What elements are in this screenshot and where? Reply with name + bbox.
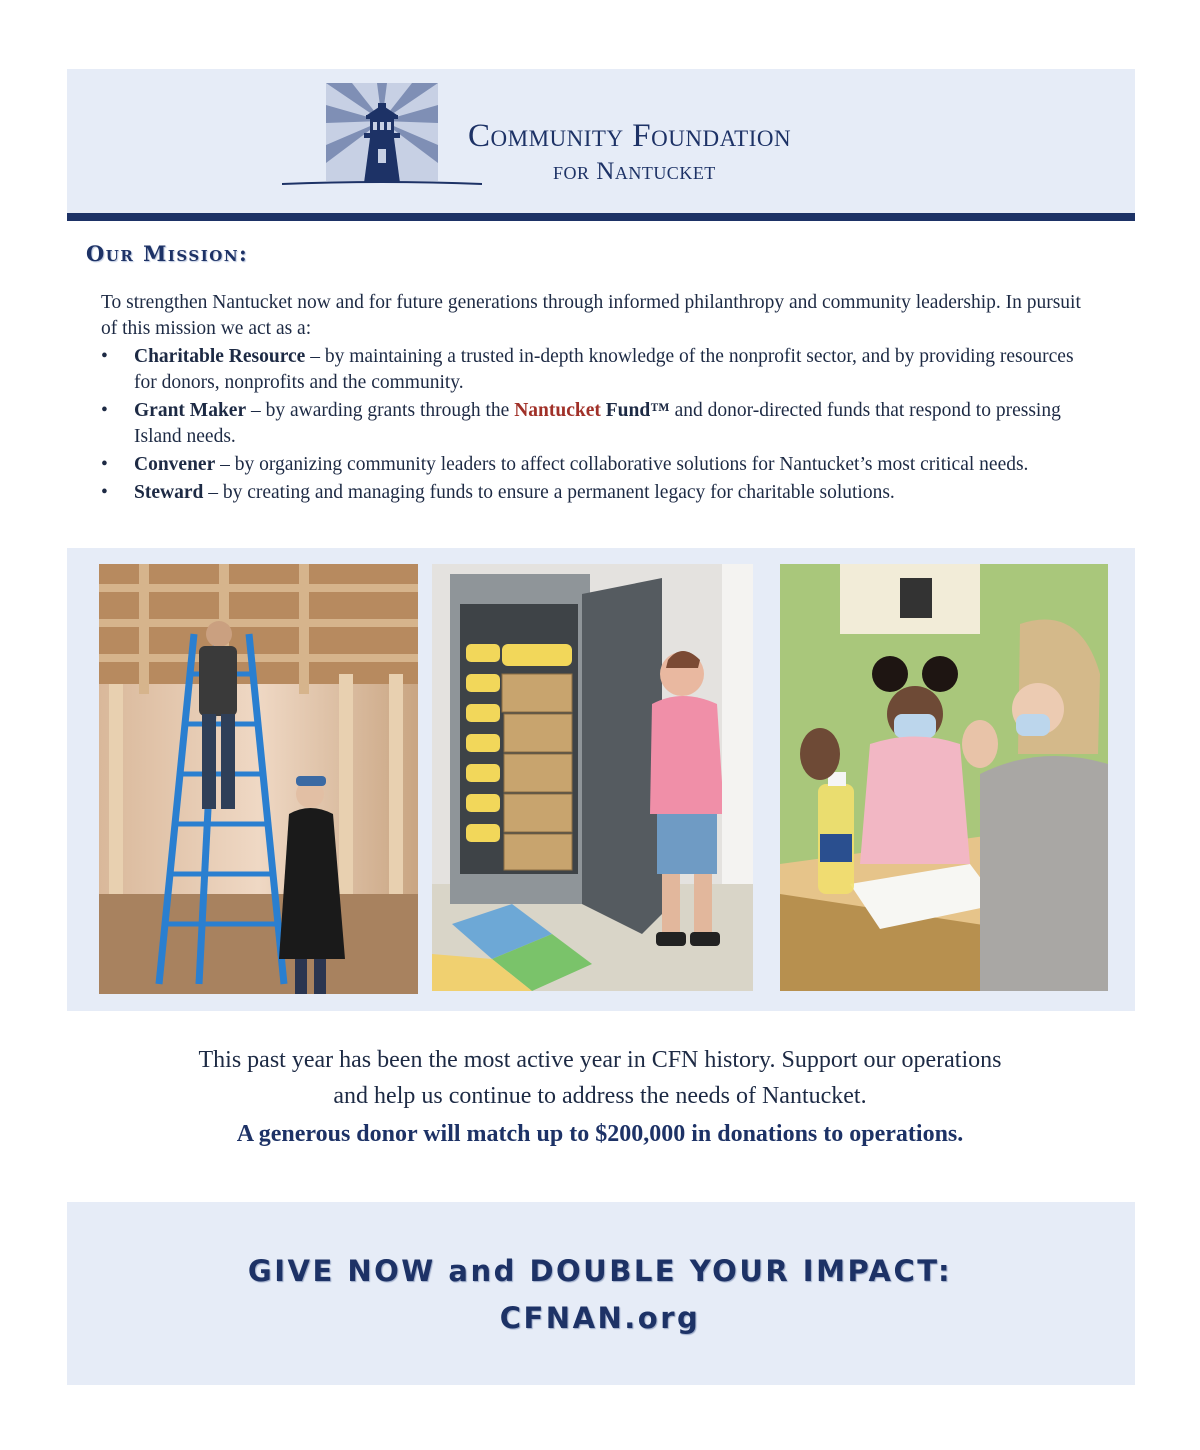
role-description: – by awarding grants through the	[246, 400, 515, 421]
role-description: – by creating and managing funds to ensure a permanent legacy for charitable solutions.	[203, 482, 895, 503]
mission-intro: To strengthen Nantucket now and for future generations through informed philanthropy and community leadership. In pursuit of this mission we act as a:	[101, 292, 1081, 339]
fund-trademark: Fund™	[600, 400, 670, 421]
appeal-line2: and help us continue to address the needs of Nantucket.	[333, 1083, 867, 1109]
role-description-end: and donor-directed funds that respond to pressing Island needs.	[134, 400, 1061, 447]
lighthouse-logo-icon	[282, 83, 482, 187]
header-divider	[67, 213, 1135, 221]
role-term: Steward	[134, 482, 204, 503]
construction-ladder-photo	[99, 564, 418, 994]
mission-section	[101, 290, 1081, 508]
bullet: •	[101, 454, 108, 475]
appeal-line1: This past year has been the most active year in CFN history. Support our operations	[198, 1047, 1002, 1073]
role-term: Grant Maker	[134, 400, 247, 421]
list-item	[101, 398, 1081, 450]
match-statement: A generous donor will match up to $200,000 in donations to operations.	[236, 1121, 964, 1147]
list-item	[101, 344, 1081, 396]
list-item	[101, 480, 1081, 506]
give-now-heading: GIVE NOW and DOUBLE YOUR IMPACT:	[247, 1254, 953, 1288]
cta-band	[67, 1202, 1135, 1385]
mission-list	[101, 344, 1081, 506]
bullet: •	[101, 482, 108, 503]
role-term: Charitable Resource	[134, 346, 306, 367]
list-item	[101, 452, 1081, 478]
org-name-line1: Community Foundation	[468, 118, 792, 154]
website-link[interactable]: CFNAN.org	[499, 1301, 701, 1335]
role-description: – by organizing community leaders to affect collaborative solutions for Nantucket’s most critical needs.	[215, 454, 1029, 475]
org-name-line2: for Nantucket	[553, 158, 716, 185]
appeal-text	[0, 1042, 1200, 1152]
nantucket-highlight: Nantucket	[514, 400, 601, 421]
food-pantry-freezer-photo	[432, 564, 753, 991]
student-tutoring-photo	[780, 564, 1108, 991]
role-term: Convener	[134, 454, 216, 475]
role-description: – by maintaining a trusted in-depth knowledge of the nonprofit sector, and by providing resources for donors, nonprofits and the community.	[134, 346, 1074, 393]
mission-heading: Our Mission:	[86, 241, 249, 266]
bullet: •	[101, 400, 108, 421]
bullet: •	[101, 346, 108, 367]
